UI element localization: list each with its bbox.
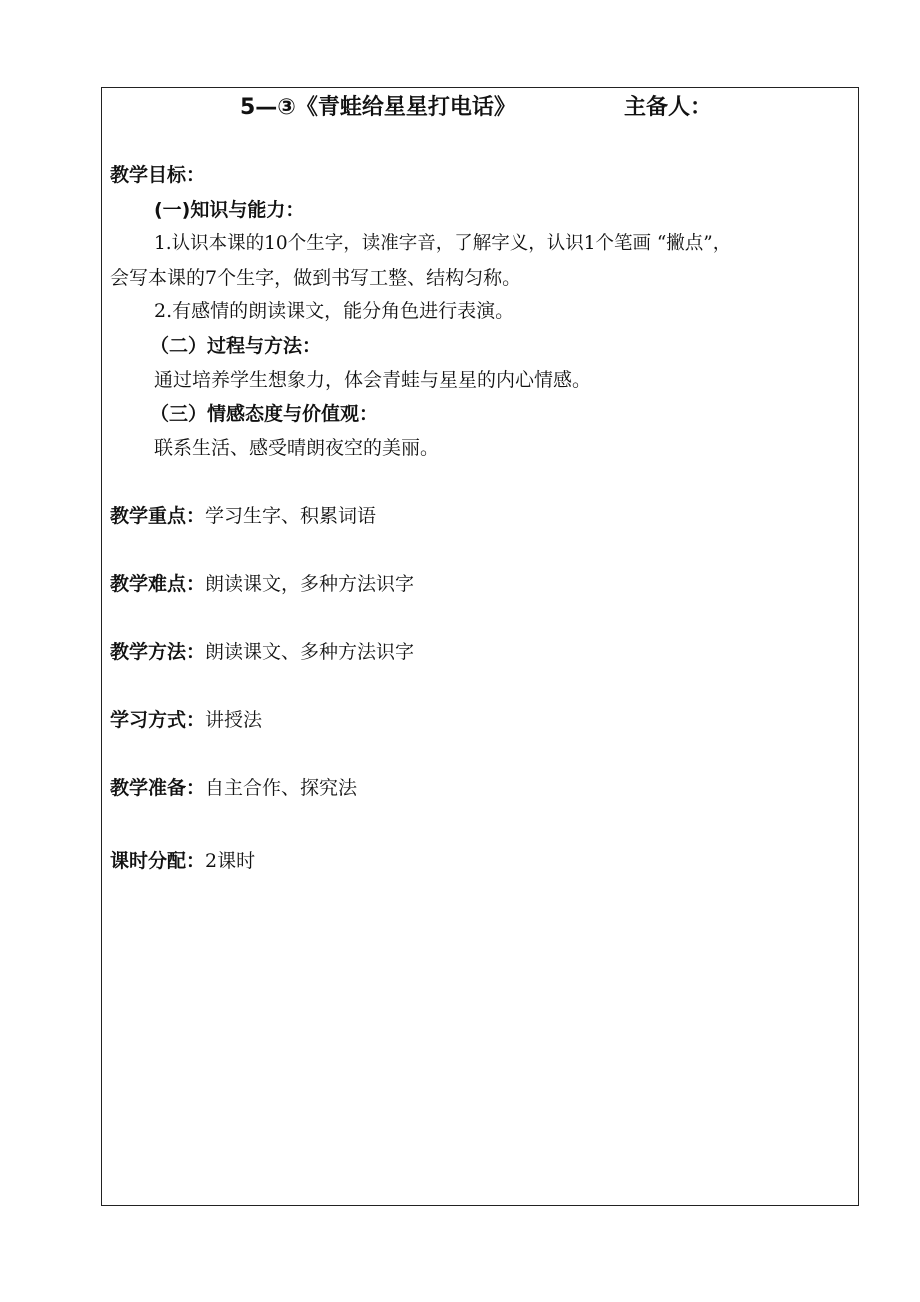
field-label: 教学难点： <box>110 573 206 595</box>
section-attitude-text: 联系生活、感受晴朗夜空的美丽。 <box>154 437 440 459</box>
field-label: 教学准备： <box>110 777 206 799</box>
field-learning-mode <box>110 711 262 730</box>
field-label: 学习方式： <box>110 709 206 731</box>
preparer-label: 主备人： <box>624 95 713 120</box>
field-value: 自主合作、探究法 <box>205 777 358 799</box>
objective-item-1-line-2: 会写本课的7个生字，做到书写工整、结构匀称。 <box>110 267 522 289</box>
field-label: 教学方法： <box>110 641 206 663</box>
field-preparation <box>110 779 357 798</box>
section-attitude-title: （三）情感态度与价值观： <box>150 403 379 425</box>
field-value: 朗读课文，多种方法识字 <box>205 573 415 595</box>
objectives-heading: 教学目标： <box>110 164 206 186</box>
objective-item-2: 2.有感情的朗读课文，能分角色进行表演。 <box>154 300 515 322</box>
section-process-text: 通过培养学生想象力，体会青蛙与星星的内心情感。 <box>154 369 592 391</box>
field-methods <box>110 643 414 662</box>
field-value: 学习生字、积累词语 <box>205 505 377 527</box>
field-value: 讲授法 <box>205 709 263 731</box>
field-label: 课时分配： <box>110 850 206 872</box>
field-value: 朗读课文、多种方法识字 <box>205 641 415 663</box>
lesson-title: 5—③《青蛙给星星打电话》 <box>240 95 516 120</box>
field-value: 2课时 <box>205 850 256 872</box>
field-schedule <box>110 852 255 871</box>
field-difficulties <box>110 575 414 594</box>
objective-item-1-line-1: 1.认识本课的10个生字，读准字音，了解字义，认识1个笔画 “撇点”， <box>154 233 732 254</box>
section-process-title: （二）过程与方法： <box>150 335 322 357</box>
field-key-points <box>110 507 376 526</box>
section-knowledge-title: (一)知识与能力： <box>154 199 305 221</box>
field-label: 教学重点： <box>110 505 206 527</box>
